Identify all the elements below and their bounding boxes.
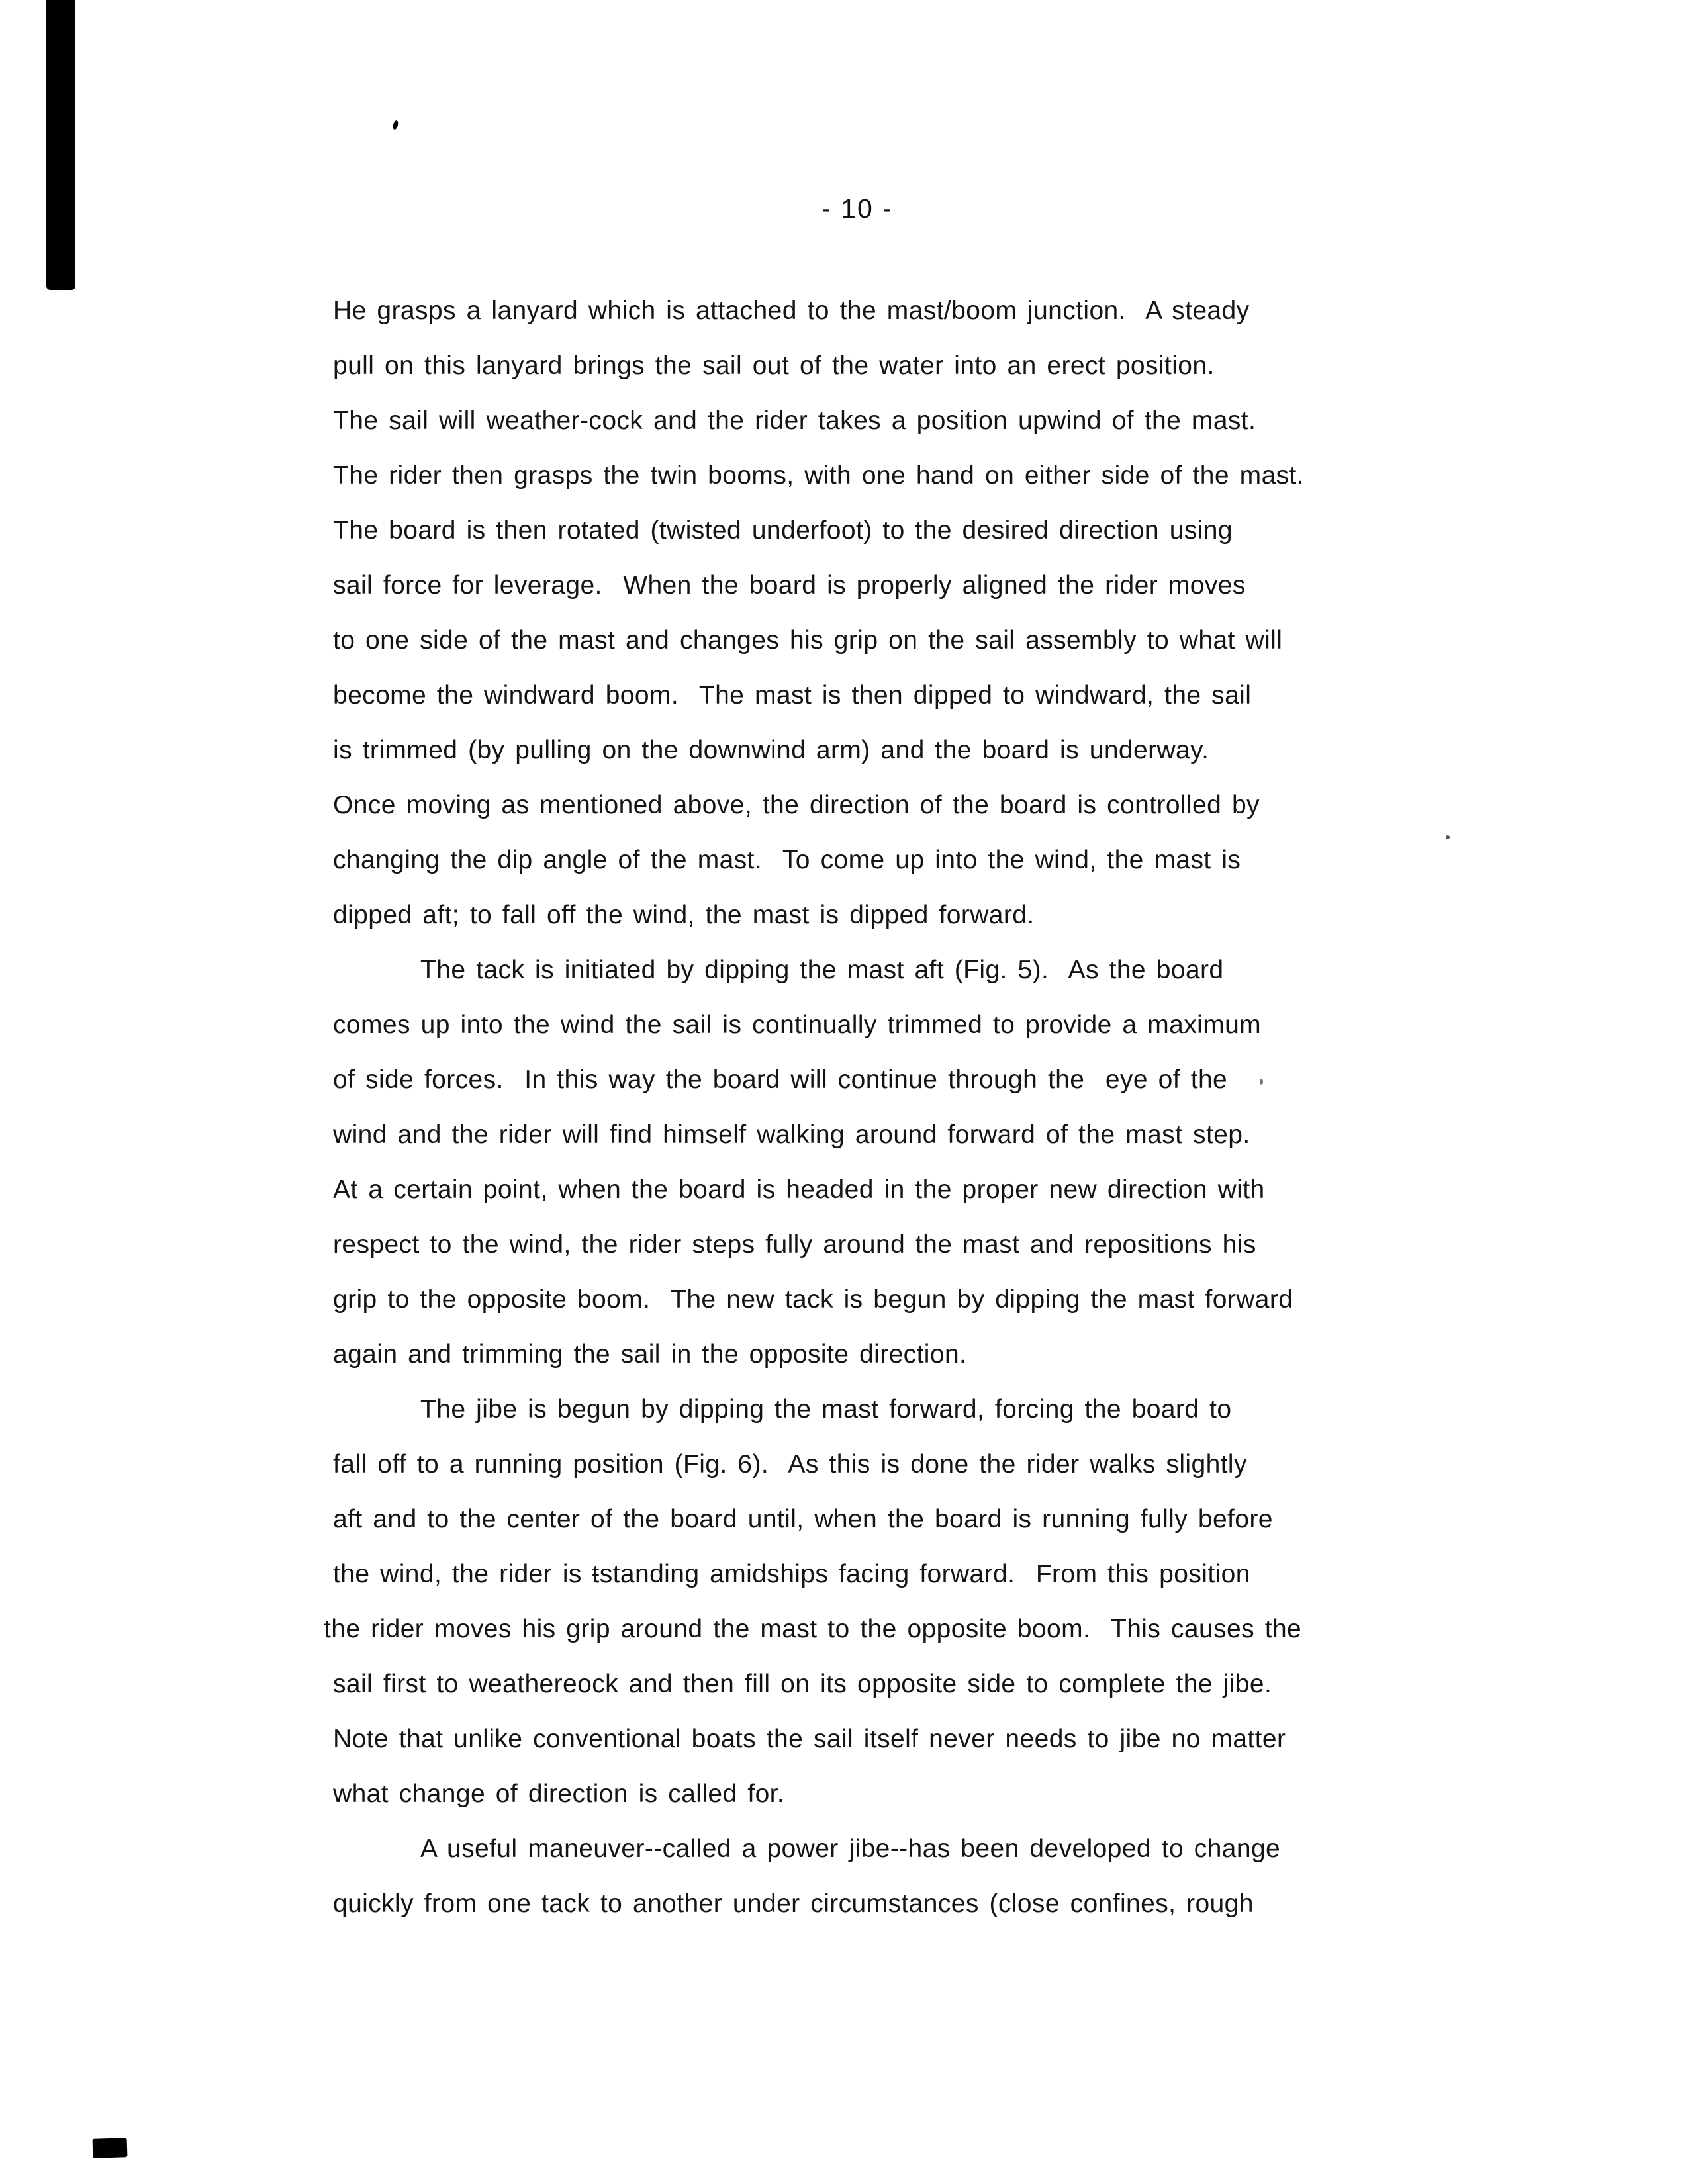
scan-artifact-bar bbox=[46, 0, 75, 290]
text-line: become the windward boom. The mast is then dipped to windward, the sail bbox=[333, 681, 1252, 709]
text-line: is trimmed (by pulling on the downwind arm) and the board is underway. bbox=[333, 736, 1209, 764]
text-line: The rider then grasps the twin booms, with one hand on either side of the mast. bbox=[333, 461, 1305, 490]
text-line: The tack is initiated by dipping the mast aft (Fig. 5). As the board bbox=[420, 956, 1224, 984]
text-line: Note that unlike conventional boats the sail itself never needs to jibe no matter bbox=[333, 1725, 1286, 1753]
text-line: At a certain point, when the board is headed in the proper new direction with bbox=[333, 1175, 1265, 1204]
text-line: aft and to the center of the board until, when the board is running fully before bbox=[333, 1505, 1273, 1533]
text-line: grip to the opposite boom. The new tack is begun by dipping the mast forward bbox=[333, 1285, 1293, 1314]
scan-artifact-blob bbox=[93, 2138, 128, 2158]
page-body bbox=[324, 283, 1445, 1931]
page-number: - 10 - bbox=[821, 193, 893, 224]
text-line: The sail will weather-cock and the rider takes a position upwind of the mast. bbox=[333, 406, 1256, 435]
text-line: He grasps a lanyard which is attached to the mast/boom junction. A steady bbox=[333, 296, 1250, 325]
text-line: Once moving as mentioned above, the direction of the board is controlled by bbox=[333, 791, 1260, 819]
text-line: what change of direction is called for. bbox=[333, 1780, 785, 1808]
text-line: wind and the rider will find himself walking around forward of the mast step. bbox=[333, 1120, 1250, 1149]
text-line: sail first to weathereock and then fill on its opposite side to complete the jibe. bbox=[333, 1670, 1272, 1698]
text-line: dipped aft; to fall off the wind, the mast is dipped forward. bbox=[333, 901, 1035, 929]
text-line: the rider moves his grip around the mast to the opposite boom. This causes the bbox=[324, 1615, 1302, 1643]
text-line: The board is then rotated (twisted underfoot) to the desired direction using bbox=[333, 516, 1233, 545]
text-line: fall off to a running position (Fig. 6). As this is done the rider walks slightly bbox=[333, 1450, 1247, 1479]
text-line: of side forces. In this way the board will continue through the eye of the bbox=[333, 1066, 1228, 1094]
text-line: again and trimming the sail in the opposite direction. bbox=[333, 1340, 967, 1369]
text-line: changing the dip angle of the mast. To come up into the wind, the mast is bbox=[333, 846, 1241, 874]
text-line: respect to the wind, the rider steps fully around the mast and repositions his bbox=[333, 1230, 1256, 1259]
scan-artifact-dot bbox=[1446, 835, 1450, 839]
text-line: A useful maneuver--called a power jibe--has been developed to change bbox=[420, 1835, 1281, 1863]
text-line: pull on this lanyard brings the sail out of the water into an erect position. bbox=[333, 351, 1215, 380]
text-line: quickly from one tack to another under circumstances (close confines, rough bbox=[333, 1889, 1254, 1918]
text-line: comes up into the wind the sail is continually trimmed to provide a maximum bbox=[333, 1011, 1262, 1039]
text-line: sail force for leverage. When the board is properly aligned the rider moves bbox=[333, 571, 1246, 600]
text-line: the wind, the rider is ŧstanding amidships facing forward. From this position bbox=[333, 1560, 1250, 1588]
text-line: to one side of the mast and changes his grip on the sail assembly to what will bbox=[333, 626, 1283, 655]
scan-artifact-dot bbox=[392, 120, 399, 130]
text-line: The jibe is begun by dipping the mast forward, forcing the board to bbox=[420, 1395, 1232, 1424]
